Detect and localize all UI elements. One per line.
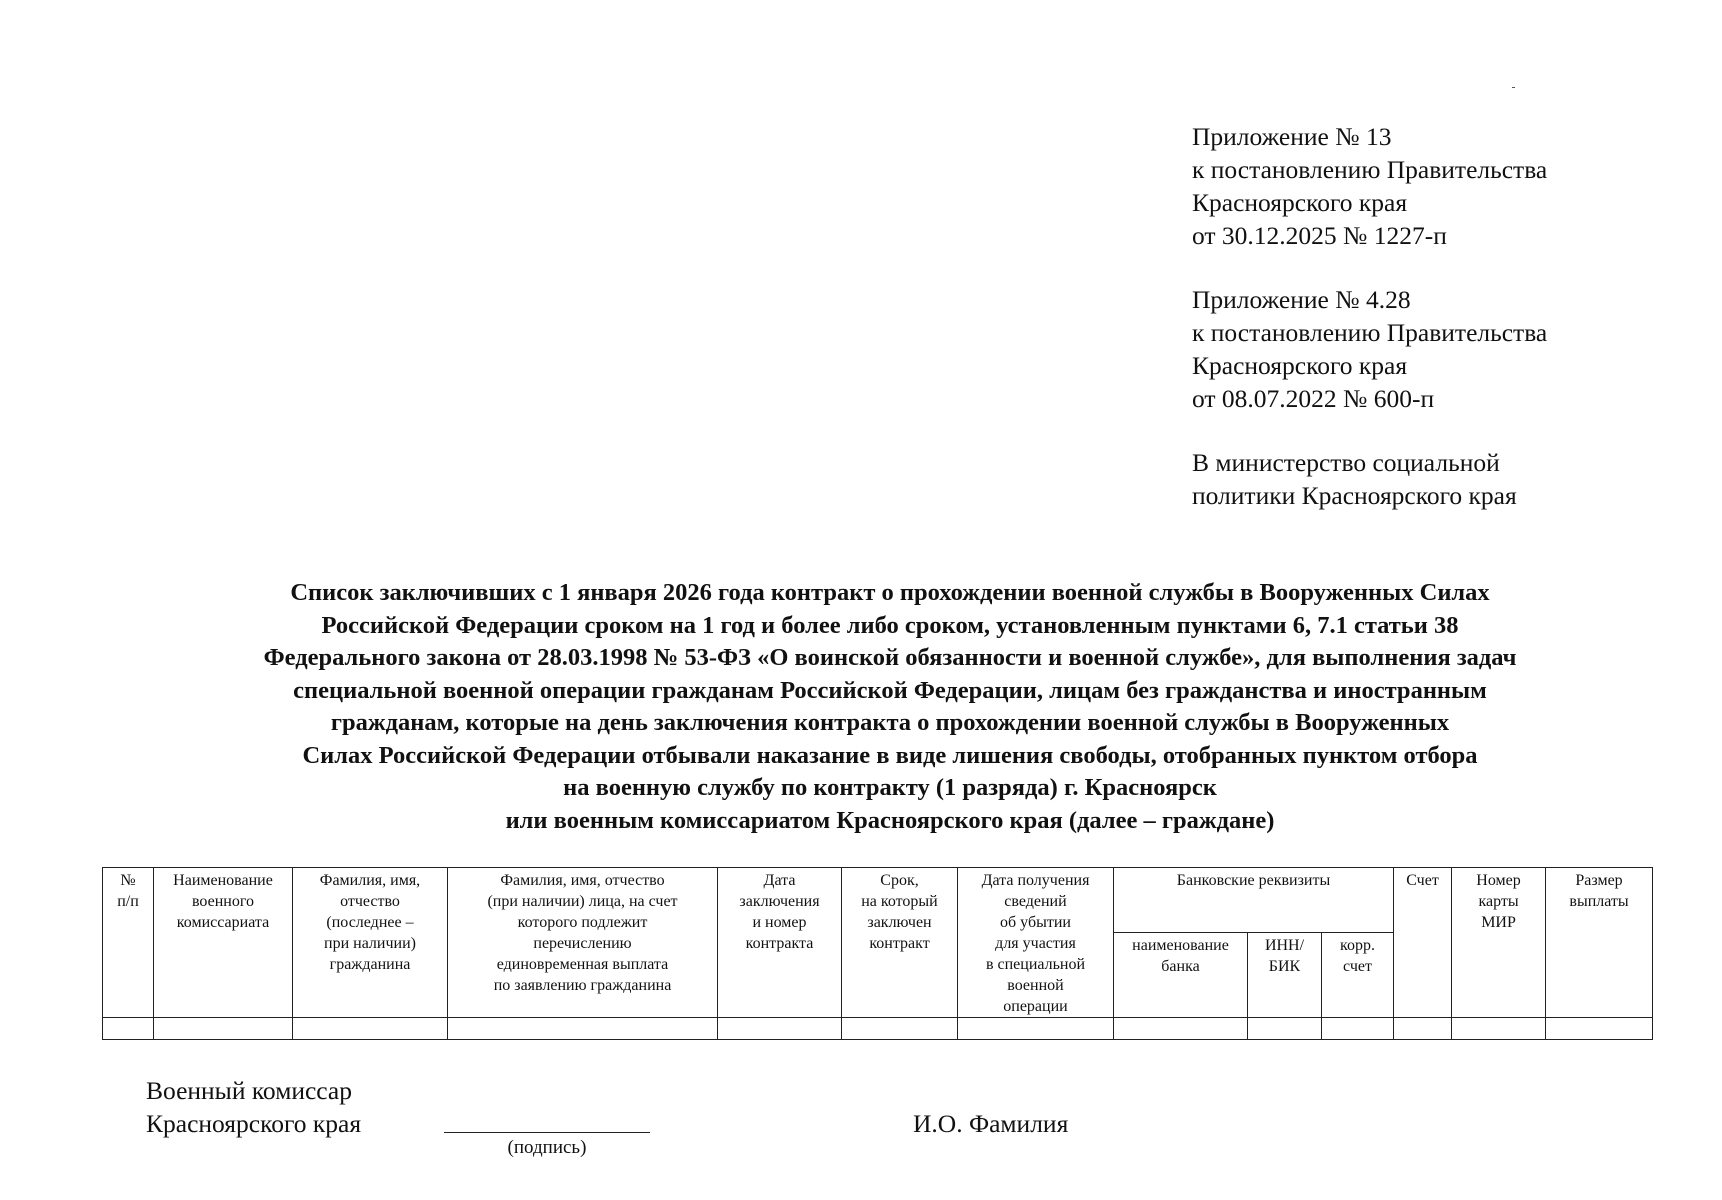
title-line: Российской Федерации сроком на 1 год и более либо сроком, установленным пунктами 6, 7.1 статьи 38 bbox=[321, 611, 1459, 639]
header-term: Срок, на который заключен контракт bbox=[842, 868, 958, 1018]
title-line: на военную службу по контракту (1 разряда) г. Красноярск bbox=[563, 774, 1217, 801]
recipient-block bbox=[1192, 446, 1517, 512]
scan-artifact-top bbox=[860, 0, 1280, 3]
appendix-2-line: Приложение № 4.28 bbox=[1192, 285, 1411, 314]
appendix-2-line: к постановлению Правительства bbox=[1192, 318, 1548, 347]
signature-caption: (подпись) bbox=[507, 1137, 587, 1158]
title-line: или военным комиссариатом Красноярского края (далее – граждане) bbox=[505, 806, 1275, 834]
appendix-1-line: от 30.12.2025 № 1227-п bbox=[1192, 221, 1447, 250]
title-line: Список заключивших с 1 января 2026 года контракт о прохождении военной службы в Вооруженных Силах bbox=[290, 579, 1490, 606]
header-departure-date: Дата получения сведений об убытии для участия в специальной военной операции bbox=[958, 868, 1114, 1018]
header-row-1 bbox=[103, 868, 1653, 933]
table-cell[interactable] bbox=[1322, 1018, 1394, 1040]
table-row bbox=[103, 1018, 1653, 1040]
table-cell[interactable] bbox=[103, 1018, 154, 1040]
title-line: специальной военной операции гражданам Российской Федерации, лицам без гражданства и иностранным bbox=[293, 676, 1487, 704]
header-bank-details: Банковские реквизиты bbox=[1114, 868, 1394, 933]
signature-line bbox=[444, 1132, 650, 1133]
header-payment-amount: Размер выплаты bbox=[1546, 868, 1653, 1018]
table-cell[interactable] bbox=[154, 1018, 293, 1040]
header-citizen-name: Фамилия, имя, отчество (последнее – при наличии) гражданина bbox=[293, 868, 448, 1018]
table-cell[interactable] bbox=[958, 1018, 1114, 1040]
scan-artifact-dot bbox=[1512, 87, 1515, 88]
appendix-1-line: к постановлению Правительства bbox=[1192, 155, 1548, 184]
title-line: гражданам, которые на день заключения контракта о прохождении военной службы в Вооруженных bbox=[330, 709, 1450, 736]
table-cell[interactable] bbox=[842, 1018, 958, 1040]
table-cell[interactable] bbox=[1114, 1018, 1248, 1040]
appendix-1-line: Красноярского края bbox=[1192, 188, 1408, 217]
header-corr-account: корр. счет bbox=[1322, 933, 1394, 1018]
header-mir-card: Номер карты МИР bbox=[1452, 868, 1546, 1018]
recipient-line: политики Красноярского края bbox=[1192, 481, 1517, 510]
table-cell[interactable] bbox=[1452, 1018, 1546, 1040]
header-bank-name: наименование банка bbox=[1114, 933, 1248, 1018]
header-inn-bik: ИНН/ БИК bbox=[1248, 933, 1322, 1018]
recipients-table bbox=[102, 867, 1653, 1040]
header-commissariat: Наименование военного комиссариата bbox=[154, 868, 293, 1018]
signer-region: Красноярского края bbox=[146, 1109, 362, 1138]
table-cell[interactable] bbox=[718, 1018, 842, 1040]
title-line: Федерального закона от 28.03.1998 № 53-ФЗ «О воинской обязанности и военной службе», для выполнения задач bbox=[263, 644, 1517, 671]
title-line: Силах Российской Федерации отбывали наказание в виде лишения свободы, отобранных пунктом отбора bbox=[302, 741, 1478, 769]
document-title bbox=[120, 577, 1660, 837]
appendix-2-line: от 08.07.2022 № 600-п bbox=[1192, 384, 1435, 413]
header-num: № п/п bbox=[103, 868, 154, 1018]
header-account: Счет bbox=[1394, 868, 1452, 1018]
header-contract-date: Дата заключения и номер контракта bbox=[718, 868, 842, 1018]
signer-name: И.О. Фамилия bbox=[913, 1109, 1069, 1138]
appendix-13-header bbox=[1192, 120, 1547, 252]
table-cell[interactable] bbox=[1394, 1018, 1452, 1040]
table-cell[interactable] bbox=[448, 1018, 718, 1040]
appendix-2-line: Красноярского края bbox=[1192, 351, 1408, 380]
header-payee-name: Фамилия, имя, отчество (при наличии) лица, на счет которого подлежит перечислению единовременная выплата по заявлению гражданина bbox=[448, 868, 718, 1018]
signer-position: Военный комиссар bbox=[146, 1076, 352, 1105]
table-cell[interactable] bbox=[1248, 1018, 1322, 1040]
table-cell[interactable] bbox=[293, 1018, 448, 1040]
appendix-4-28-header bbox=[1192, 283, 1547, 415]
recipient-line: В министерство социальной bbox=[1192, 448, 1500, 477]
table-cell[interactable] bbox=[1546, 1018, 1653, 1040]
appendix-1-line: Приложение № 13 bbox=[1192, 122, 1392, 151]
